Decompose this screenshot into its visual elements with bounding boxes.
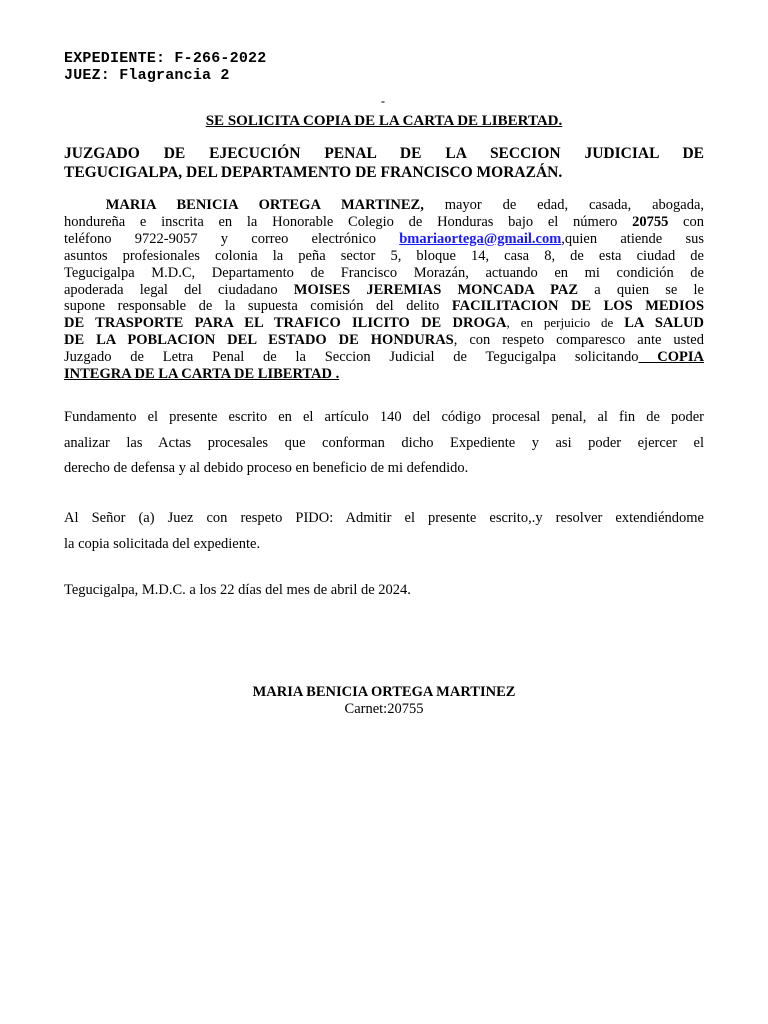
document-title: SE SOLICITA COPIA DE LA CARTA DE LIBERTAD. bbox=[205, 113, 563, 129]
bar-number: 20755 bbox=[632, 213, 669, 230]
court-addressee bbox=[64, 144, 704, 182]
crime-name-part1: FACILITACION DE LOS MEDIOS bbox=[451, 298, 705, 315]
intro-line-10: Juzgado de Letra Penal de la Seccion Judicial de Tegucigalpa solicitando COPIA bbox=[64, 349, 704, 366]
intro-line-11 bbox=[64, 366, 704, 383]
email-link[interactable]: bmariaortega@gmail.com bbox=[399, 230, 562, 247]
signature-name: MARIA BENICIA ORTEGA MARTINEZ bbox=[252, 684, 516, 700]
intro-line-2: hondureña e inscrita en la Honorable Colegio de Honduras bajo el número 20755 con bbox=[64, 213, 704, 230]
peticion-line-2: la copia solicitada del expediente. bbox=[64, 535, 261, 552]
intro-line-1: MARIA BENICIA ORTEGA MARTINEZ, mayor de edad, casada, abogada, bbox=[105, 197, 705, 213]
juez-line: JUEZ: Flagrancia 2 bbox=[64, 67, 230, 84]
intro-paragraph bbox=[64, 197, 704, 383]
stray-mark: - bbox=[381, 94, 385, 108]
peticion-line-1: Al Señor (a) Juez con respeto PIDO: Admitir el presente escrito,.y resolver extendiéndome bbox=[64, 510, 704, 526]
fundamento-line-3: derecho de defensa y al debido proceso en beneficio de mi defendido. bbox=[64, 460, 469, 476]
fundamento-paragraph bbox=[64, 405, 704, 482]
signature-block bbox=[64, 684, 704, 718]
intro-line-5: Tegucigalpa M.D.C, Departamento de Francisco Morazán, actuando en mi condición de bbox=[64, 264, 704, 281]
request-part1: COPIA bbox=[638, 349, 704, 366]
fundamento-line-2: analizar las Actas procesales que conforman dicho Expediente y asi poder ejercer el bbox=[64, 434, 704, 451]
attorney-name: MARIA BENICIA ORTEGA MARTINEZ, bbox=[105, 197, 424, 213]
intro-line-9: DE LA POBLACION DEL ESTADO DE HONDURAS, con respeto comparesco ante usted bbox=[64, 332, 704, 349]
date-line: Tegucigalpa, M.D.C. a los 22 días del mes de abril de 2024. bbox=[64, 582, 411, 598]
client-name: MOISES JEREMIAS MONCADA PAZ bbox=[293, 281, 579, 298]
expediente-line: EXPEDIENTE: F-266-2022 bbox=[64, 50, 267, 67]
court-line-1: JUZGADO DE EJECUCIÓN PENAL DE LA SECCION JUDICIAL DE bbox=[64, 145, 704, 162]
victim-part1: LA SALUD bbox=[624, 315, 704, 332]
signature-carnet: Carnet:20755 bbox=[344, 701, 424, 717]
intro-line-8: DE TRASPORTE PARA EL TRAFICO ILICITO DE DROGA, en perjuicio de LA SALUD bbox=[64, 315, 704, 332]
case-header bbox=[64, 50, 266, 84]
victim-part2: DE LA POBLACION DEL ESTADO DE HONDURAS bbox=[64, 332, 454, 349]
intro-line-6: apoderada legal del ciudadano MOISES JEREMIAS MONCADA PAZ a quien se le bbox=[64, 281, 704, 298]
fundamento-line-1: Fundamento el presente escrito en el artículo 140 del código procesal penal, al fin de poder bbox=[64, 409, 704, 425]
intro-line-7: supone responsable de la supuesta comisión del delito FACILITACION DE LOS MEDIOS bbox=[64, 298, 705, 315]
intro-line-3: teléfono 9722-9057 y correo electrónico bmariaortega@gmail.com,quien atiende sus bbox=[64, 230, 704, 247]
intro-line-4: asuntos profesionales colonia la peña sector 5, bloque 14, casa 8, de esta ciudad de bbox=[64, 247, 704, 264]
peticion-paragraph bbox=[64, 506, 704, 557]
court-line-2: TEGUCIGALPA, DEL DEPARTAMENTO DE FRANCISCO MORAZÁN. bbox=[64, 164, 563, 181]
request-part2: INTEGRA DE LA CARTA DE LIBERTAD . bbox=[64, 366, 340, 383]
crime-name-part2: DE TRASPORTE PARA EL TRAFICO ILICITO DE DROGA bbox=[64, 315, 507, 332]
